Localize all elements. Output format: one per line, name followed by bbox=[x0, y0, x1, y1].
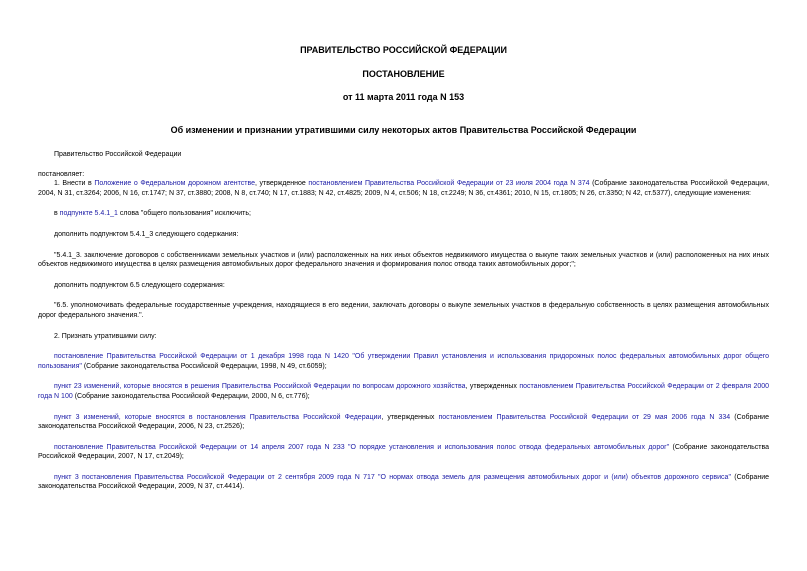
change-3-paragraph: дополнить подпунктом 6.5 следующего содержания: bbox=[54, 281, 225, 289]
link-decree-1420[interactable]: постановление Правительства Российской Федерации от 1 декабря 1998 года N 1420 "Об утверждении Правил установления и использования придорожных полос федеральных автомобильных дорог общего пользования" bbox=[38, 353, 769, 370]
item-1-prefix: 1. Внести в bbox=[54, 180, 95, 188]
revoked-item-4-suffix: (Собрание законодательства Российской Федерации, 2007, N 17, ст.2049); bbox=[38, 443, 769, 461]
link-subpoint-5-4-1-1[interactable]: подпункте 5.4.1_1 bbox=[59, 210, 118, 218]
item-1-suffix: (Собрание законодательства Российской Федерации, 2004, N 31, ст.3264; 2006, N 16, ст.1747; N 37, ст.3880; 2008, N 8, ст.740; N 17, ст.1883; N 42, ст.4825; 2009, N 4, ст.506; N 18, ст.2249; N 36, ст.4361; 2010, N 15, ст.1805; N 26, ст.3350; N 42, ст.5377), следующие изменения: bbox=[38, 180, 770, 197]
revoked-item-3 bbox=[38, 413, 769, 432]
link-decree-374[interactable]: постановлением Правительства Российской Федерации от 23 июля 2004 года N 374 bbox=[308, 180, 590, 188]
revoked-item-1-suffix: (Собрание законодательства Российской Федерации, 1998, N 49, ст.6059); bbox=[81, 362, 327, 370]
government-title: ПРАВИТЕЛЬСТВО РОССИЙСКОЙ ФЕДЕРАЦИИ bbox=[300, 45, 507, 55]
revoked-item-3-mid: , утвержденных bbox=[381, 413, 439, 421]
intro-paragraph: Правительство Российской Федерации bbox=[54, 151, 182, 158]
document-subject: Об изменении и признании утратившими силу некоторых актов Правительства Российской Федерации bbox=[170, 125, 637, 135]
item-1-paragraph bbox=[38, 179, 769, 198]
link-agency-regulation[interactable]: Положение о Федеральном дорожном агентстве bbox=[94, 180, 255, 188]
document-body bbox=[38, 150, 769, 492]
link-point-3-changes[interactable]: пункт 3 изменений, которые вносятся в постановления Правительства Российской Федерации bbox=[54, 413, 382, 421]
link-decree-717[interactable]: пункт 3 постановления Правительства Российской Федерации от 2 сентября 2009 года N 717 "О нормах отвода земель для размещения автомобильных дорог и (или) объектов дорожного сервиса" bbox=[54, 473, 731, 481]
revoked-item-3-suffix: (Собрание законодательства Российской Федерации, 2006, N 23, ст.2526); bbox=[38, 413, 769, 431]
document-type: ПОСТАНОВЛЕНИЕ bbox=[362, 69, 445, 79]
resolves-paragraph: постановляет: bbox=[38, 170, 85, 178]
change-1-paragraph bbox=[38, 209, 769, 219]
revoked-item-2-mid: , утвержденных bbox=[465, 383, 520, 391]
item-2-paragraph: 2. Признать утратившими силу: bbox=[54, 332, 157, 340]
link-point-23-changes[interactable]: пункт 23 изменений, которые вносятся в решения Правительства Российской Федерации по вопросам дорожного хозяйства bbox=[54, 383, 466, 391]
revoked-item-5 bbox=[38, 473, 769, 492]
link-decree-100[interactable]: постановлением Правительства Российской Федерации от 2 февраля 2000 года N 100 bbox=[38, 383, 770, 400]
link-decree-334[interactable]: постановлением Правительства Российской Федерации от 29 мая 2006 года N 334 bbox=[438, 413, 731, 421]
item-1-mid: , утвержденное bbox=[255, 180, 309, 188]
change-1-prefix: в bbox=[54, 210, 60, 218]
revoked-item-5-suffix: (Собрание законодательства Российской Федерации, 2009, N 37, ст.4414). bbox=[38, 473, 769, 491]
change-2-paragraph: дополнить подпунктом 5.4.1_3 следующего содержания: bbox=[54, 230, 239, 238]
document-date-number: от 11 марта 2011 года N 153 bbox=[342, 92, 465, 102]
quote-1-paragraph: "5.4.1_3. заключение договоров с собственниками земельных участков и (или) расположенных на них иных объектов недвижимого имущества о выкупе таких земельных участков и (или) расположенных на них иных объектов недвижимого имущества в целях размещения автомобильных дорог федерального значения и формирования полос отвода таких автомобильных дорог;"; bbox=[38, 251, 769, 269]
quote-2-paragraph: "6.5. уполномочивать федеральные государственные учреждения, находящиеся в его ведении, заключать договоры о выкупе земельных участков в федеральную собственность в целях размещения автомобильных дорог федерального значения.". bbox=[38, 302, 769, 319]
revoked-item-1 bbox=[38, 352, 769, 371]
change-1-suffix: слова "общего пользования" исключить; bbox=[117, 210, 251, 218]
revoked-item-4 bbox=[38, 443, 769, 462]
revoked-item-2 bbox=[38, 382, 769, 401]
revoked-item-2-suffix: (Собрание законодательства Российской Федерации, 2000, N 6, ст.776); bbox=[72, 392, 310, 400]
link-decree-233[interactable]: постановление Правительства Российской Федерации от 14 апреля 2007 года N 233 "О порядке установления и использования полос отвода федеральных автомобильных дорог" bbox=[54, 443, 670, 451]
